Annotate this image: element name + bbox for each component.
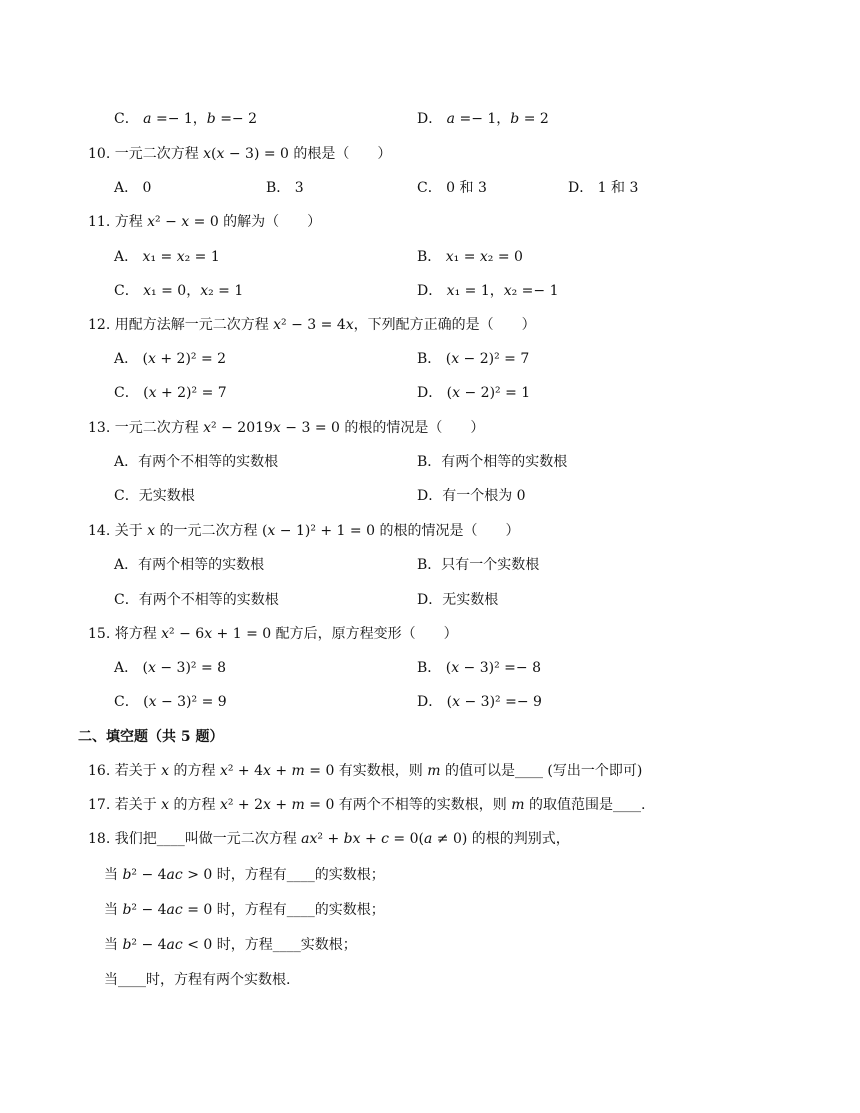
q18-row xyxy=(0,826,860,852)
q18-stem: 18. 我们把____叫做一元二次方程 𝑎𝑥² + 𝑏𝑥 + 𝑐 = 0(𝑎 ≠ 0) 的根的判别式， xyxy=(88,831,570,847)
q12-option-d: D． (𝑥 − 2)² = 1 xyxy=(417,385,531,401)
q14-options-row-2 xyxy=(0,587,860,613)
q12-options-row-1 xyxy=(0,346,860,372)
q15-option-b: B． (𝑥 − 3)² =− 8 xyxy=(417,660,541,676)
q16-stem: 16. 若关于 𝑥 的方程 𝑥² + 4𝑥 + 𝑚 = 0 有实数根，则 𝑚 的值可以是____ (写出一个即可) xyxy=(88,763,643,779)
q10-option-c: C． 0 和 3 xyxy=(417,180,487,196)
q10-option-b: B． 3 xyxy=(266,180,304,196)
q9-option-c: C． 𝑎 =− 1，𝑏 =− 2 xyxy=(114,111,258,127)
q14-options-row-1 xyxy=(0,552,860,578)
section-title-fill-in: 二、填空题（共 5 题） xyxy=(78,729,224,745)
q12-options-row-2 xyxy=(0,380,860,406)
q13-option-a: A．有两个不相等的实数根 xyxy=(114,454,279,470)
q15-options-row-2 xyxy=(0,689,860,715)
q18-case-4-row xyxy=(0,967,860,993)
q13-options-row-1 xyxy=(0,449,860,475)
q11-options-row-2 xyxy=(0,278,860,304)
q15-options-row-1 xyxy=(0,655,860,681)
q14-stem: 14. 关于 𝑥 的一元二次方程 (𝑥 − 1)² + 1 = 0 的根的情况是（ ） xyxy=(88,523,520,539)
q10-option-a: A． 0 xyxy=(114,180,152,196)
q10-stem-row xyxy=(0,141,860,167)
q15-stem: 15. 将方程 𝑥² − 6𝑥 + 1 = 0 配方后，原方程变形（ ） xyxy=(88,626,458,642)
q14-option-c: C．有两个不相等的实数根 xyxy=(114,592,279,608)
q13-option-c: C．无实数根 xyxy=(114,488,195,504)
q15-option-a: A． (𝑥 − 3)² = 8 xyxy=(114,660,227,676)
q11-stem: 11. 方程 𝑥² − 𝑥 = 0 的解为（ ） xyxy=(88,214,322,230)
q17-stem: 17. 若关于 𝑥 的方程 𝑥² + 2𝑥 + 𝑚 = 0 有两个不相等的实数根，则 𝑚 的取值范围是____. xyxy=(88,797,646,813)
q18-case-1-row xyxy=(0,862,860,888)
q12-option-c: C． (𝑥 + 2)² = 7 xyxy=(114,385,227,401)
q15-stem-row xyxy=(0,621,860,647)
q11-options-row-1 xyxy=(0,244,860,270)
q18-case-3-row xyxy=(0,932,860,958)
q9-option-d: D． 𝑎 =− 1，𝑏 = 2 xyxy=(417,111,549,127)
q14-option-a: A．有两个相等的实数根 xyxy=(114,557,265,573)
q13-option-b: B．有两个相等的实数根 xyxy=(417,454,568,470)
q14-stem-row xyxy=(0,518,860,544)
q13-option-d: D．有一个根为 0 xyxy=(417,488,526,504)
q17-row xyxy=(0,792,860,818)
q12-option-a: A． (𝑥 + 2)² = 2 xyxy=(114,351,227,367)
q11-option-a: A． 𝑥₁ = 𝑥₂ = 1 xyxy=(114,249,220,265)
q18-case-2: 当 𝑏² − 4𝑎𝑐 = 0 时，方程有____的实数根； xyxy=(104,902,385,918)
q18-case-3: 当 𝑏² − 4𝑎𝑐 < 0 时，方程____实数根； xyxy=(104,937,357,953)
q10-option-d: D． 1 和 3 xyxy=(568,180,639,196)
q10-stem: 10. 一元二次方程 𝑥(𝑥 − 3) = 0 的根是（ ） xyxy=(88,146,392,162)
q13-options-row-2 xyxy=(0,483,860,509)
q11-option-b: B． 𝑥₁ = 𝑥₂ = 0 xyxy=(417,249,523,265)
q18-case-1: 当 𝑏² − 4𝑎𝑐 > 0 时，方程有____的实数根； xyxy=(104,867,385,883)
q12-option-b: B． (𝑥 − 2)² = 7 xyxy=(417,351,530,367)
q11-option-d: D． 𝑥₁ = 1，𝑥₂ =− 1 xyxy=(417,283,559,299)
q12-stem: 12. 用配方法解一元二次方程 𝑥² − 3 = 4𝑥，下列配方正确的是（ ） xyxy=(88,317,536,333)
q11-stem-row xyxy=(0,209,860,235)
q14-option-b: B．只有一个实数根 xyxy=(417,557,540,573)
q10-options-row xyxy=(0,175,860,201)
q13-stem-row xyxy=(0,415,860,441)
q12-stem-row xyxy=(0,312,860,338)
q15-option-d: D． (𝑥 − 3)² =− 9 xyxy=(417,694,542,710)
q11-option-c: C． 𝑥₁ = 0，𝑥₂ = 1 xyxy=(114,283,244,299)
q15-option-c: C． (𝑥 − 3)² = 9 xyxy=(114,694,227,710)
q18-case-4: 当____时，方程有两个实数根. xyxy=(104,972,291,988)
q14-option-d: D．无实数根 xyxy=(417,592,499,608)
q13-stem: 13. 一元二次方程 𝑥² − 2019𝑥 − 3 = 0 的根的情况是（ ） xyxy=(88,420,485,436)
q9-options-row xyxy=(0,106,860,132)
q16-row xyxy=(0,758,860,784)
q18-case-2-row xyxy=(0,897,860,923)
